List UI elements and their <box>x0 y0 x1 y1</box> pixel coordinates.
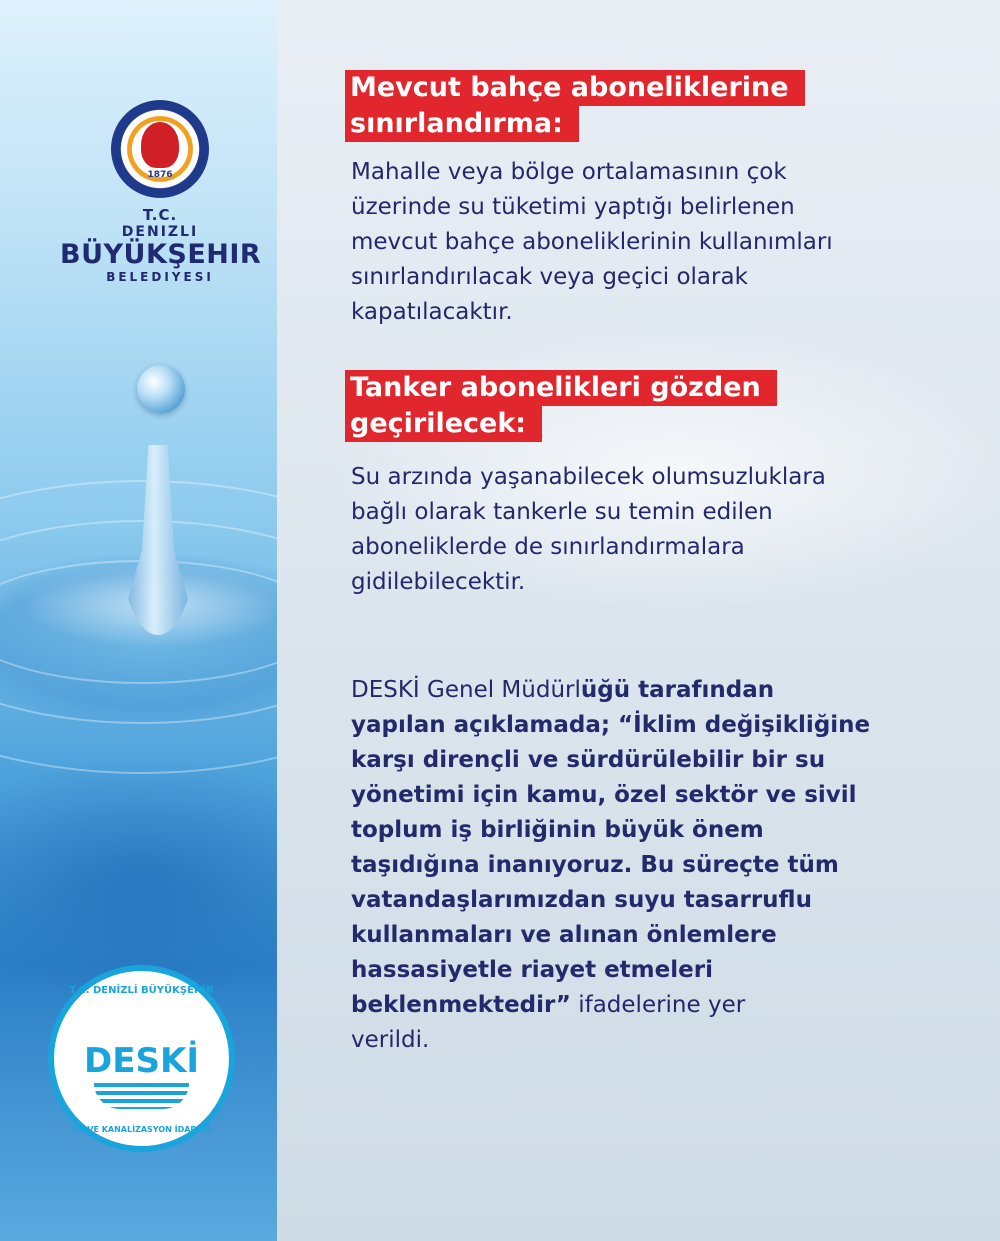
statement-intro-text: DESKİ Genel Müdürl <box>351 677 581 703</box>
body-line: aboneliklerde de sınırlandırmalara <box>351 534 745 560</box>
section1-heading-line2: sınırlandırma: <box>345 106 579 142</box>
quote-line: karşı dirençli ve sürdürülebilir bir su <box>351 747 826 773</box>
logo-city-text: DENIZLI <box>121 224 199 240</box>
body-line: Mahalle veya bölge ortalamasının çok <box>351 159 787 185</box>
municipality-logo <box>60 100 260 284</box>
quote-line: yönetimi için kamu, özel sektör ve sivil <box>351 782 857 808</box>
logo-main-text: BÜYÜKŞEHIR <box>60 239 262 270</box>
statement-intro-bold: üğü tarafından <box>580 677 775 703</box>
section2-body <box>351 460 826 600</box>
section1-heading-line1: Mevcut bahçe aboneliklerine <box>345 70 805 106</box>
water-drop-image <box>137 365 185 413</box>
quote-line: toplum iş birliğinin büyük önem <box>351 817 764 843</box>
waves-icon <box>94 1083 189 1109</box>
water-ripple <box>0 480 277 774</box>
statement-final-line: verildi. <box>351 1027 430 1053</box>
deski-ring-top-text: T.C. DENİZLİ BÜYÜKŞEHİR <box>69 985 214 996</box>
section2-heading-line1: Tanker abonelikleri gözden <box>345 370 777 406</box>
logo-tc-text: T.C. <box>142 206 178 224</box>
body-line: üzerinde su tüketimi yaptığı belirlenen <box>351 194 795 220</box>
quote-line: vatandaşlarımızdan suyu tasarruflu <box>351 887 812 913</box>
body-line: Su arzında yaşanabilecek olumsuzluklara <box>351 464 826 490</box>
rooster-emblem-icon <box>111 100 209 198</box>
quote-line: taşıdığına inanıyoruz. Bu süreçte tüm <box>351 852 839 878</box>
emblem-year: 1876 <box>147 170 173 180</box>
section2-heading <box>345 370 777 442</box>
section3-body <box>351 673 870 1058</box>
section1-body <box>351 155 833 330</box>
section1-heading <box>345 70 805 142</box>
quote-line: kullanmaları ve alınan önlemlere <box>351 922 777 948</box>
body-line: bağlı olarak tankerle su temin edilen <box>351 499 773 525</box>
body-line: kapatılacaktır. <box>351 299 513 325</box>
section2-heading-line2: geçirilecek: <box>345 406 542 442</box>
body-line: mevcut bahçe aboneliklerinin kullanımları <box>351 229 833 255</box>
quote-last-bold: beklenmektedir” <box>351 992 571 1018</box>
rooster-icon <box>141 122 179 168</box>
body-line: gidilebilecektir. <box>351 569 526 595</box>
quote-line: hassasiyetle riayet etmeleri <box>351 957 713 983</box>
content-panel <box>277 0 1000 1241</box>
logo-sub-text: BELEDIYESI <box>106 270 214 284</box>
deski-name-text: DESKİ <box>84 1041 199 1081</box>
deski-ring-bottom-text: SU VE KANALİZASYON İDARESİ <box>72 1125 211 1134</box>
water-background-panel <box>0 0 277 1241</box>
body-line: sınırlandırılacak veya geçici olarak <box>351 264 748 290</box>
statement-closing-text: ifadelerine yer <box>570 992 746 1018</box>
quote-line: yapılan açıklamada; “İklim değişikliğine <box>351 712 871 738</box>
deski-logo <box>48 965 235 1152</box>
